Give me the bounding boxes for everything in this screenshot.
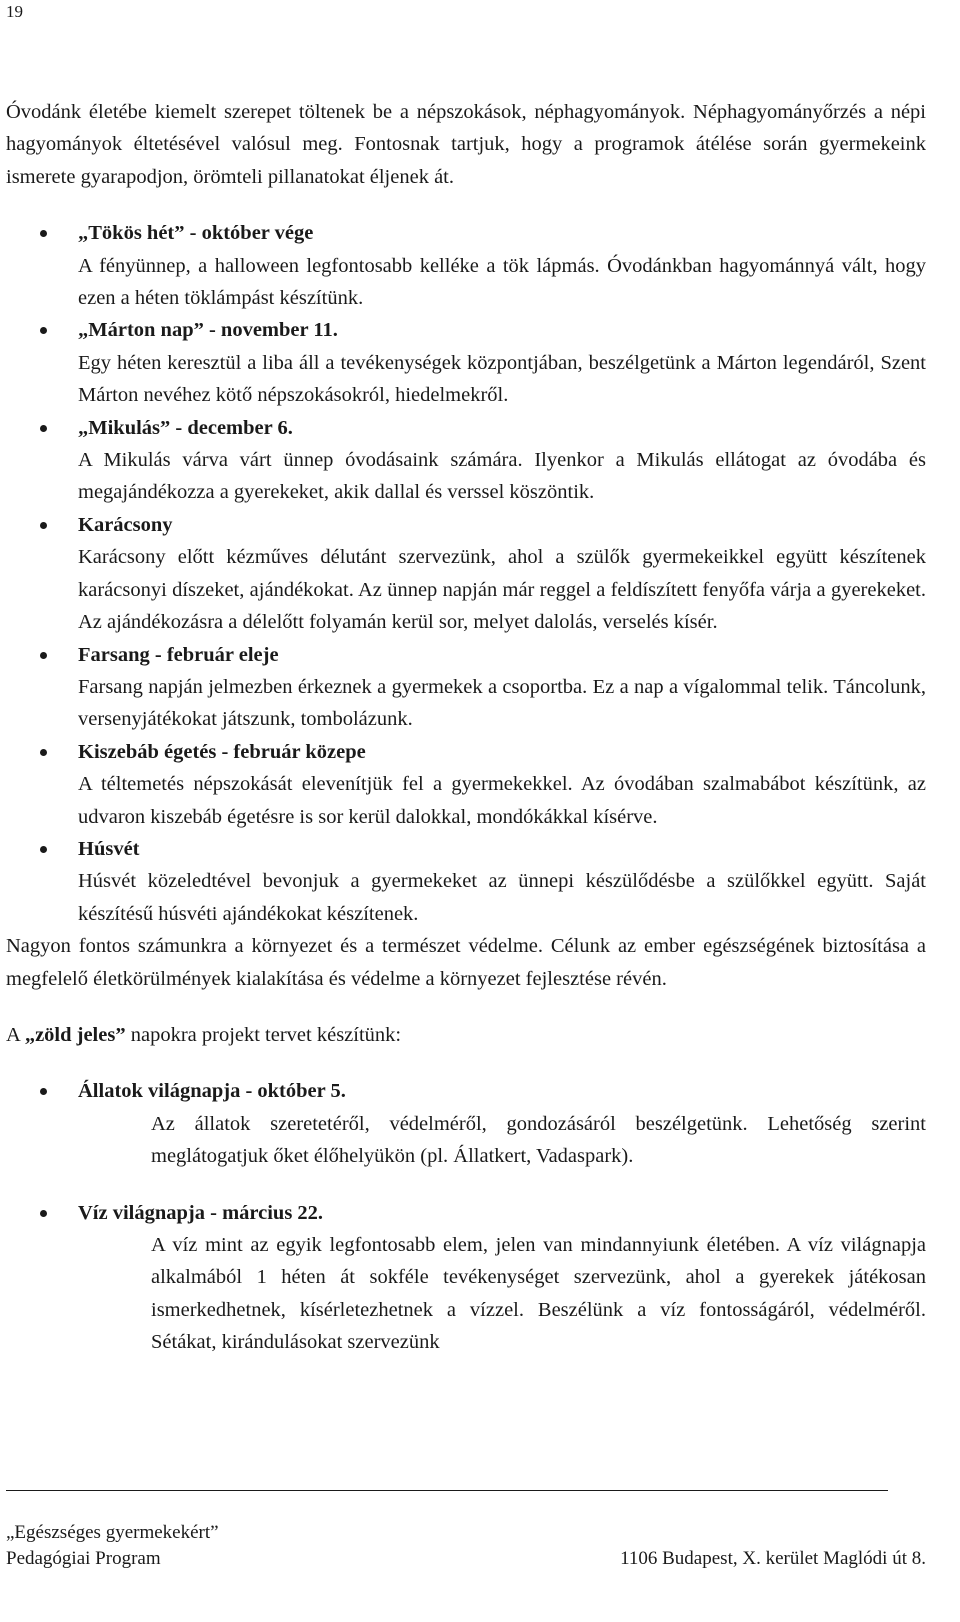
list-item	[6, 217, 926, 314]
festival-list	[6, 217, 926, 930]
list-item	[6, 639, 926, 736]
green-intro-bold: „zöld jeles”	[24, 1023, 126, 1046]
page-number: 19	[6, 2, 23, 21]
festival-title: Húsvét	[78, 837, 140, 860]
list-item	[6, 412, 926, 509]
list-item	[6, 736, 926, 833]
festival-title: Kiszebáb égetés - február közepe	[78, 740, 366, 763]
environment-paragraph: Nagyon fontos számunkra a környezet és a természet védelme. Célunk az ember egészségének biztosítása a megfelelő életkörülmények kialakítása és védelme a környezet fejlesztése révén.	[6, 935, 926, 990]
document-body	[6, 96, 926, 1359]
festival-text: A téltemetés népszokását elevenítjük fel a gyermekekkel. Az óvodában szalmabábot készítünk, az udvaron kiszebáb égetésre is sor kerül dalokkal, mondókákkal kísérve.	[78, 773, 926, 828]
festival-text: Farsang napján jelmezben érkeznek a gyermekek a csoportba. Ez a nap a vígalommal telik. Táncolunk, versenyjátékokat játszunk, tombolázunk.	[78, 675, 926, 731]
festival-title: Karácsony	[78, 513, 173, 536]
green-intro-after: napokra projekt tervet készítünk:	[125, 1023, 402, 1046]
green-day-text: Az állatok szeretetéről, védelméről, gondozásáról beszélgetünk. Lehetőség szerint meglátogatjuk őket élőhelyükön (pl. Állatkert, Vadaspark).	[151, 1112, 926, 1168]
festival-text: Egy héten keresztül a liba áll a tevékenységek központjában, beszélgetünk a Márton legendáról, Szent Márton nevéhez kötő népszokásokról, hiedelmekről.	[78, 351, 926, 407]
list-item	[6, 314, 926, 411]
intro-paragraph: Óvodánk életébe kiemelt szerepet töltenek be a népszokások, néphagyományok. Néphagyományőrzés a népi hagyományok éltetésével valósul meg. Fontosnak tartjuk, hogy a programok átélése során gyermekeink ismerete gyarapodjon, örömteli pillanatokat éljenek át.	[6, 101, 926, 188]
green-intro-before: A	[6, 1023, 25, 1046]
festival-title: „Márton nap” - november 11.	[78, 319, 338, 342]
list-item	[6, 509, 926, 639]
festival-title: „Tökös hét” - október vége	[78, 222, 314, 245]
footer-divider	[6, 1490, 888, 1491]
green-day-title: Víz világnapja - március 22.	[78, 1201, 324, 1224]
festival-title: Farsang - február eleje	[78, 643, 279, 666]
list-item	[6, 833, 926, 930]
festival-title: „Mikulás” - december 6.	[78, 416, 293, 439]
green-day-title: Állatok világnapja - október 5.	[78, 1080, 346, 1103]
green-days-list	[6, 1075, 926, 1358]
footer-program-name: Pedagógiai Program	[6, 1548, 161, 1569]
green-day-text: A víz mint az egyik legfontosabb elem, jelen van mindannyiunk életében. A víz világnapja alkalmából 1 héten át sokféle tevékenységet szervezünk, ahol a gyerekek játékosan ismerkedhetnek, kísérletezhetnek a vízzel. Beszélünk a víz fontosságáról, védelméről. Sétákat, kirándulásokat szervezünk	[151, 1234, 926, 1354]
green-days-intro	[6, 1019, 926, 1051]
festival-text: Húsvét közeledtével bevonjuk a gyermekeket az ünnepi készülődésbe a szülőkkel együtt. Saját készítésű húsvéti ajándékokat készítenek.	[78, 870, 926, 925]
list-item	[6, 1197, 926, 1359]
list-item	[6, 1075, 926, 1196]
festival-text: Karácsony előtt kézműves délutánt szervezünk, ahol a szülők gyermekeikkel együtt készítenek karácsonyi díszeket, ajándékokat. Az ünnep napján már reggel a feldíszített fenyőfa várja a gyerekeket. Az ajándékozásra a délelőtt folyamán kerül sor, melyet dalolás, verselés kísér.	[78, 546, 926, 634]
festival-text: A Mikulás várva várt ünnep óvodásaink számára. Ilyenkor a Mikulás ellátogat az óvodába és megajándékozza a gyerekeket, akik dallal és verssel köszöntik.	[78, 449, 926, 504]
festival-text: A fényünnep, a halloween legfontosabb kelléke a tök lápmás. Óvodánkban hagyománnyá vált, hogy ezen a héten töklámpást készítünk.	[78, 254, 926, 310]
footer-address: 1106 Budapest, X. kerület Maglódi út 8.	[620, 1548, 926, 1569]
page-footer	[6, 1520, 926, 1572]
footer-motto: „Egészséges gyermekekért”	[6, 1522, 219, 1543]
